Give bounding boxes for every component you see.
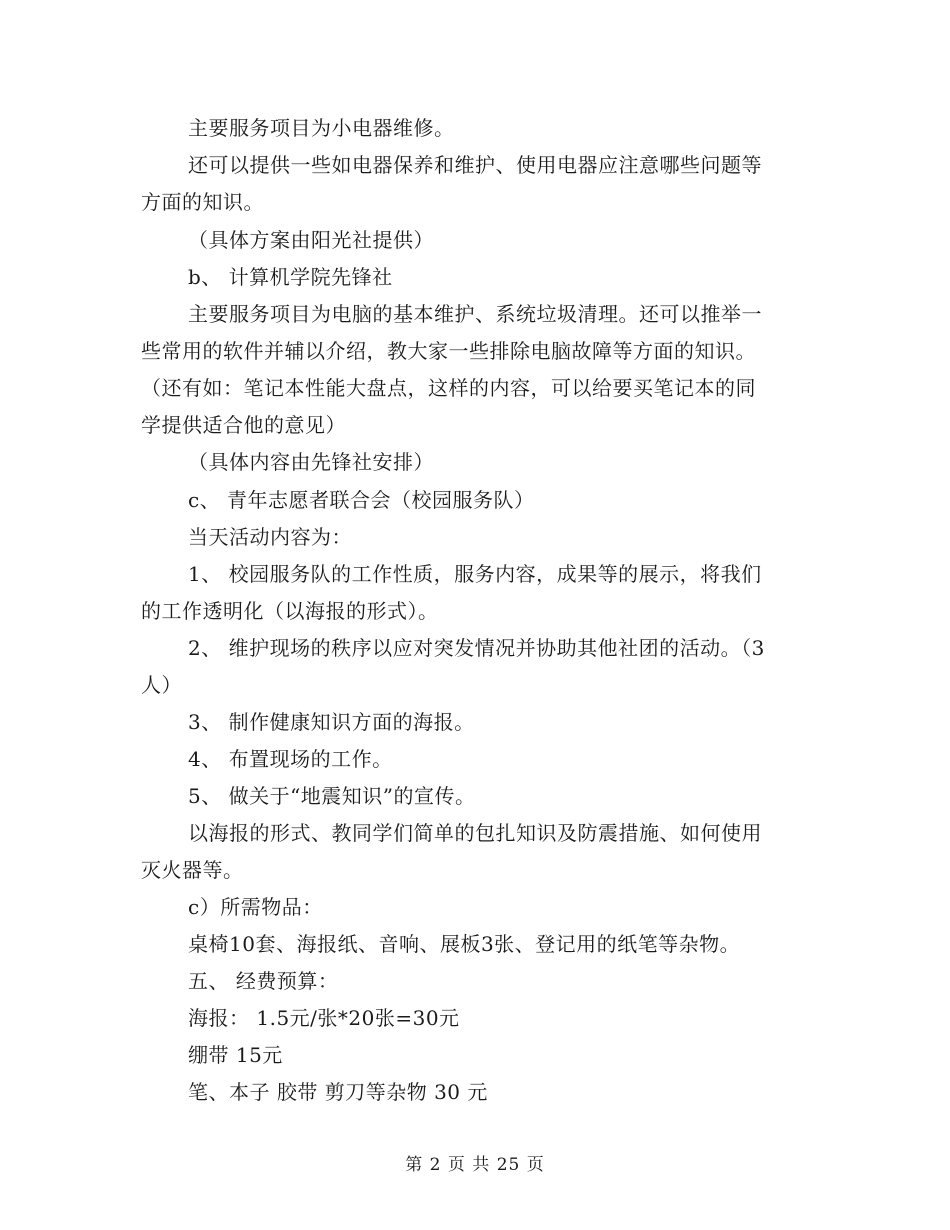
list-item: 5、 做关于“地震知识”的宣传。 bbox=[188, 784, 476, 808]
page-number-footer: 第 2 页 共 25 页 bbox=[405, 1155, 545, 1175]
list-item: 1、 校园服务队的工作性质，服务内容，成果等的展示，将我们 bbox=[188, 562, 762, 586]
text-line: 的工作透明化（以海报的形式）。 bbox=[141, 599, 439, 623]
text-line: （具体内容由先锋社安排） bbox=[188, 450, 434, 474]
text-line: 主要服务项目为小电器维修。 bbox=[188, 116, 455, 140]
budget-item: 绷带 15元 bbox=[188, 1043, 283, 1067]
list-item: 4、 布置现场的工作。 bbox=[188, 747, 393, 771]
text-line: 桌椅10套、海报纸、音响、展板3张、登记用的纸笔等杂物。 bbox=[188, 932, 741, 956]
text-line: 灭火器等。 bbox=[141, 858, 244, 882]
text-line: （具体方案由阳光社提供） bbox=[188, 228, 434, 252]
text-line: 些常用的软件并辅以介绍，教大家一些排除电脑故障等方面的知识。 bbox=[141, 339, 756, 363]
section-heading: 五、 经费预算： bbox=[188, 969, 339, 993]
text-line: 方面的知识。 bbox=[141, 190, 264, 214]
text-line: （还有如：笔记本性能大盘点，这样的内容，可以给要买笔记本的同 bbox=[141, 376, 756, 400]
text-line: 人） bbox=[141, 673, 182, 697]
text-line: 以海报的形式、教同学们简单的包扎知识及防震措施、如何使用 bbox=[188, 821, 762, 845]
text-line: 学提供适合他的意见） bbox=[141, 413, 346, 437]
budget-item: 笔、本子 胶带 剪刀等杂物 30 元 bbox=[188, 1080, 488, 1104]
text-line: 主要服务项目为电脑的基本维护、系统垃圾清理。还可以推举一 bbox=[188, 302, 762, 326]
section-heading: b、 计算机学院先锋社 bbox=[188, 265, 393, 289]
list-item: 3、 制作健康知识方面的海报。 bbox=[188, 710, 475, 734]
budget-item: 海报： 1.5元/张*20张=30元 bbox=[188, 1006, 460, 1030]
section-heading: c、 青年志愿者联合会（校园服务队） bbox=[188, 488, 535, 512]
list-item: 2、 维护现场的秩序以应对突发情况并协助其他社团的活动。（3 bbox=[188, 636, 765, 660]
text-line: 当天活动内容为： bbox=[188, 525, 352, 549]
section-heading: c）所需物品： bbox=[188, 895, 323, 919]
text-line: 还可以提供一些如电器保养和维护、使用电器应注意哪些问题等 bbox=[188, 153, 762, 177]
